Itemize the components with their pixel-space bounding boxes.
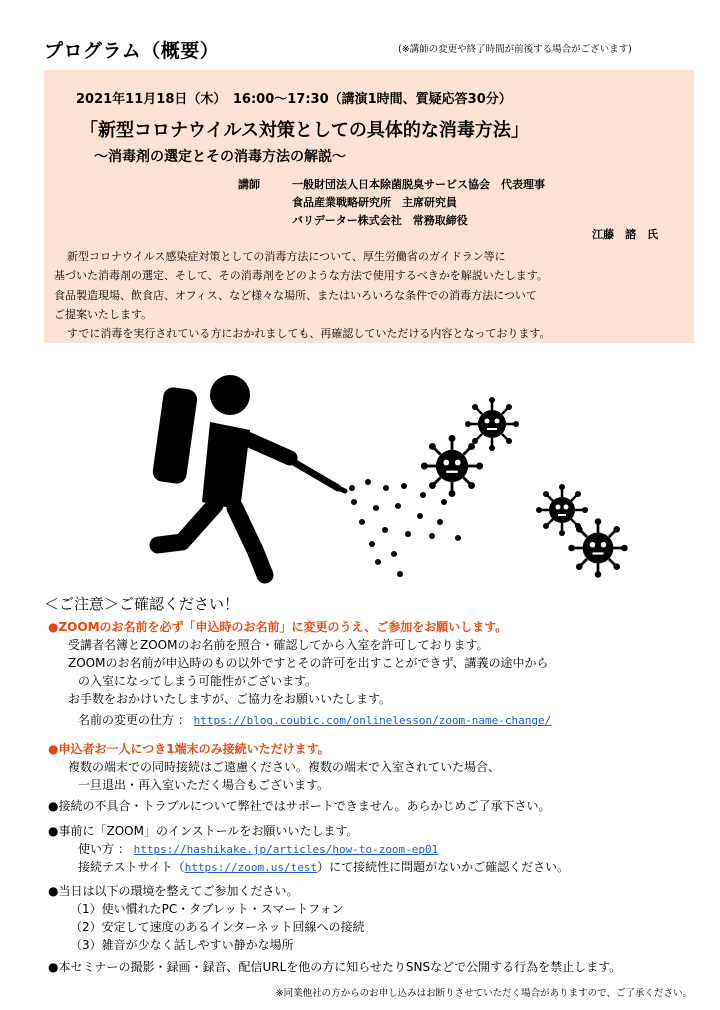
description-line: すでに消毒を実行されている方におかれましても、再確認していただける内容となっております。	[56, 327, 551, 341]
name-change-link-row: 名前の変更の仕方 ： https://blog.coubic.com/onlinelesson/zoom-name-change/	[78, 713, 552, 727]
notice-line: 受講者名簿とZOOMのお名前を照合・確認してから入室を許可しております。	[68, 638, 489, 652]
zoom-usage-row: 使い方 ： https://hashikake.jp/articles/how-to-zoom-ep01	[78, 842, 439, 856]
notice-zoom-name-headline: ●ZOOMのお名前を必ず「申込時のお名前」に変更のうえ、ご参加をお願いします。	[48, 620, 508, 634]
environment-item: （1）使い慣れたPC・タブレット・スマートフォン	[70, 902, 344, 916]
bullet-icon: ●	[48, 824, 59, 838]
notice-heading: ＜ご注意＞ご確認ください！	[44, 595, 240, 613]
bullet-icon: ●	[48, 620, 59, 634]
speaker-affiliation-2: 食品産業戦略研究所 主席研究員	[292, 196, 457, 209]
speaker-name: 江藤 諮 氏	[592, 228, 658, 241]
bullet-icon: ●	[48, 884, 59, 898]
description-line: 基づいた消毒剤の選定、そして、その消毒剤をどのような方法で使用するべきかを解説いたします。	[54, 269, 548, 283]
page-title: プログラム（概要）	[44, 40, 220, 62]
description-line: ご提案いたします。	[54, 307, 153, 321]
seminar-subtitle: ～消毒剤の選定とその消毒方法の解説～	[94, 149, 346, 165]
virus-icon	[568, 518, 627, 577]
footer-note: ※同業他社の方からのお申し込みはお断りさせていただく場合がありますので、ご了承ください。	[275, 988, 692, 999]
virus-icon	[465, 397, 519, 451]
zoom-usage-link[interactable]: https://hashikake.jp/articles/how-to-zoom-ep01	[133, 843, 439, 856]
disinfection-illustration	[140, 360, 640, 590]
notice-no-recording: ●本セミナーの撮影・録画・録音、配信URLを他の方に知らせたりSNSなどで公開する行為を禁止します。	[48, 960, 622, 974]
schedule-change-note: (※講師の変更や終了時間が前後する場合がございます)	[398, 44, 632, 55]
program-datetime: 2021年11月18日（木） 16:00～17:30（講演1時間、質疑応答30分）	[76, 92, 512, 107]
notice-line: ZOOMのお名前が申込時のもの以外ですとその許可を出すことができず、講義の途中から	[68, 656, 549, 670]
notice-line: 複数の端末での同時接続はご遠慮ください。複数の端末で入室されていた場合、	[68, 760, 501, 774]
seminar-title: 「新型コロナウイルス対策としての具体的な消毒方法」	[80, 120, 529, 141]
notice-line: の入室になってしまう可能性がございます。	[78, 674, 318, 688]
speaker-affiliation-1: 一般財団法人日本除菌脱臭サービス協会 代表理事	[292, 178, 545, 191]
notice-environment: ●当日は以下の環境を整えてご参加ください。	[48, 884, 299, 898]
notice-line: お手数をおかけいたしますが、ご協力をお願いいたします。	[68, 692, 392, 706]
name-change-link[interactable]: https://blog.coubic.com/onlinelesson/zoom-name-change/	[193, 714, 552, 727]
zoom-test-link[interactable]: https://zoom.us/test	[184, 861, 318, 874]
seminar-description	[56, 247, 696, 343]
notice-one-device-headline: ●申込者お一人につき1端末のみ接続いただけます。	[48, 742, 330, 756]
description-line: 食品製造現場、飲食店、オフィス、など様々な場所、またはいろいろな条件での消毒方法について	[54, 288, 537, 302]
environment-item: （3）雑音が少なく話しやすい静かな場所	[70, 938, 294, 952]
notice-no-support: ●接続の不具合・トラブルについて弊社ではサポートできません。あらかじめご了承下さい。	[48, 799, 551, 813]
speaker-label: 講師	[238, 178, 260, 191]
zoom-test-row: 接続テストサイト（https://zoom.us/test）にて接続性に問題がないかご確認ください。	[78, 860, 570, 874]
description-line: 新型コロナウイルス感染症対策としての消毒方法について、厚生労働省のガイドラン等に	[56, 250, 506, 263]
environment-item: （2）安定して速度のあるインターネット回線への接続	[70, 920, 365, 934]
bullet-icon: ●	[48, 799, 59, 813]
notice-install-zoom: ●事前に「ZOOM」のインストールをお願いいたします。	[48, 824, 359, 838]
person-spraying-disinfectant-icon	[151, 375, 345, 575]
notice-line: 一旦退出・再入室いただく場合もございます。	[78, 778, 330, 792]
bullet-icon: ●	[48, 742, 59, 756]
bullet-icon: ●	[48, 960, 59, 974]
spray-droplets	[349, 479, 461, 577]
speaker-affiliation-3: バリデーター株式会社 常務取締役	[292, 214, 468, 227]
virus-icon	[421, 435, 483, 497]
